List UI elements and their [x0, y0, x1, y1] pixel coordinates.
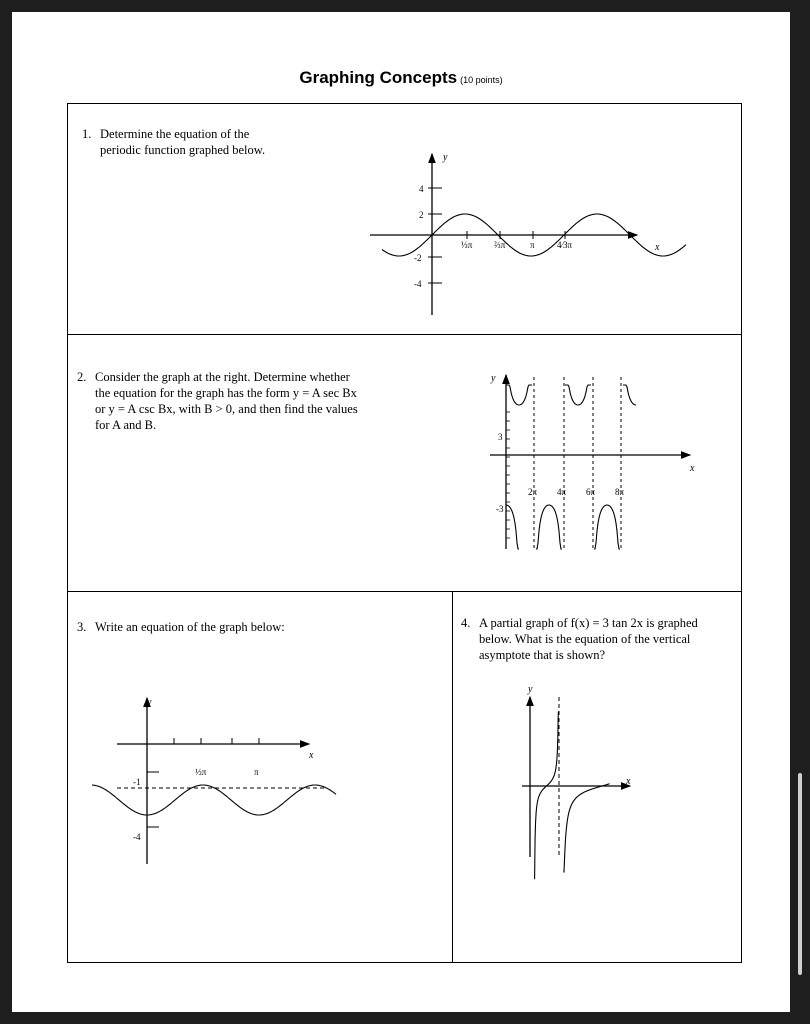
q2-line4: for A and B. — [95, 418, 157, 432]
q2-xtick-2: 4π — [557, 487, 567, 497]
points-label: (10 points) — [460, 75, 503, 85]
q2-ytick-neg3: -3 — [496, 504, 504, 514]
q1-line2: periodic function graphed below. — [100, 143, 266, 157]
q2-ylabel: y — [491, 373, 496, 384]
q1-xtick-4: 4⁄3π — [557, 240, 573, 250]
page-title — [12, 68, 790, 88]
q2-ytick-3: 3 — [498, 432, 503, 442]
q1-xtick-3: π — [530, 240, 535, 250]
q1-number: 1. — [82, 127, 92, 141]
q4-line2: below. What is the equation of the vertical — [479, 632, 691, 646]
q2-graph — [482, 367, 702, 557]
question-2-text — [77, 369, 358, 433]
q2-xtick-1: 2π — [528, 487, 538, 497]
q1-ytick-2: 2 — [419, 210, 424, 220]
question-3-text — [77, 619, 285, 635]
q3-curve — [92, 785, 336, 815]
worksheet-page — [12, 12, 790, 1012]
q1-graph — [367, 140, 687, 320]
q2-curves — [506, 385, 636, 549]
q1-ytick-4: 4 — [419, 184, 424, 194]
q2-number: 2. — [77, 370, 87, 384]
q3-line1: Write an equation of the graph below: — [95, 620, 285, 634]
q4-ylabel: y — [528, 684, 533, 695]
q4-graph — [512, 682, 672, 872]
q1-ytick-neg2: -2 — [414, 253, 422, 263]
q3-ytick-neg4: -4 — [133, 832, 141, 842]
q3-ylabel: y — [147, 697, 152, 708]
q4-curves — [535, 712, 610, 879]
q2-xtick-3: 6π — [586, 487, 596, 497]
q4-line1: A partial graph of f(x) = 3 tan 2x is graphed — [479, 616, 698, 630]
q4-line3: asymptote that is shown? — [479, 648, 606, 662]
q2-line3: or y = A csc Bx, with B > 0, and then find the values — [95, 402, 358, 416]
q2-xtick-4: 8π — [615, 487, 625, 497]
q2-xlabel: x — [690, 463, 695, 474]
q4-xlabel: x — [626, 776, 631, 787]
q3-xlabel: x — [309, 750, 314, 761]
q1-xlabel: x — [655, 242, 660, 253]
scrollbar-thumb[interactable] — [798, 773, 802, 975]
q3-ytick-neg1: -1 — [133, 777, 141, 787]
question-1-text — [82, 126, 265, 158]
q2-line1: Consider the graph at the right. Determine whether — [95, 370, 350, 384]
title-text: Graphing Concepts — [299, 68, 458, 87]
question-4-text — [461, 615, 698, 663]
q3-graph — [77, 682, 347, 872]
q1-xtick-1: ⅓π — [461, 240, 473, 250]
q2-line2: the equation for the graph has the form y = A sec Bx — [95, 386, 357, 400]
q1-xtick-2: ⅔π — [494, 240, 506, 250]
q1-ytick-neg4: -4 — [414, 279, 422, 289]
q3-xtick-1: ½π — [195, 767, 207, 777]
q3-xtick-2: π — [254, 767, 259, 777]
q1-line1: Determine the equation of the — [100, 127, 250, 141]
q1-ylabel: y — [443, 152, 448, 163]
q4-number: 4. — [461, 616, 471, 630]
q3-number: 3. — [77, 620, 87, 634]
